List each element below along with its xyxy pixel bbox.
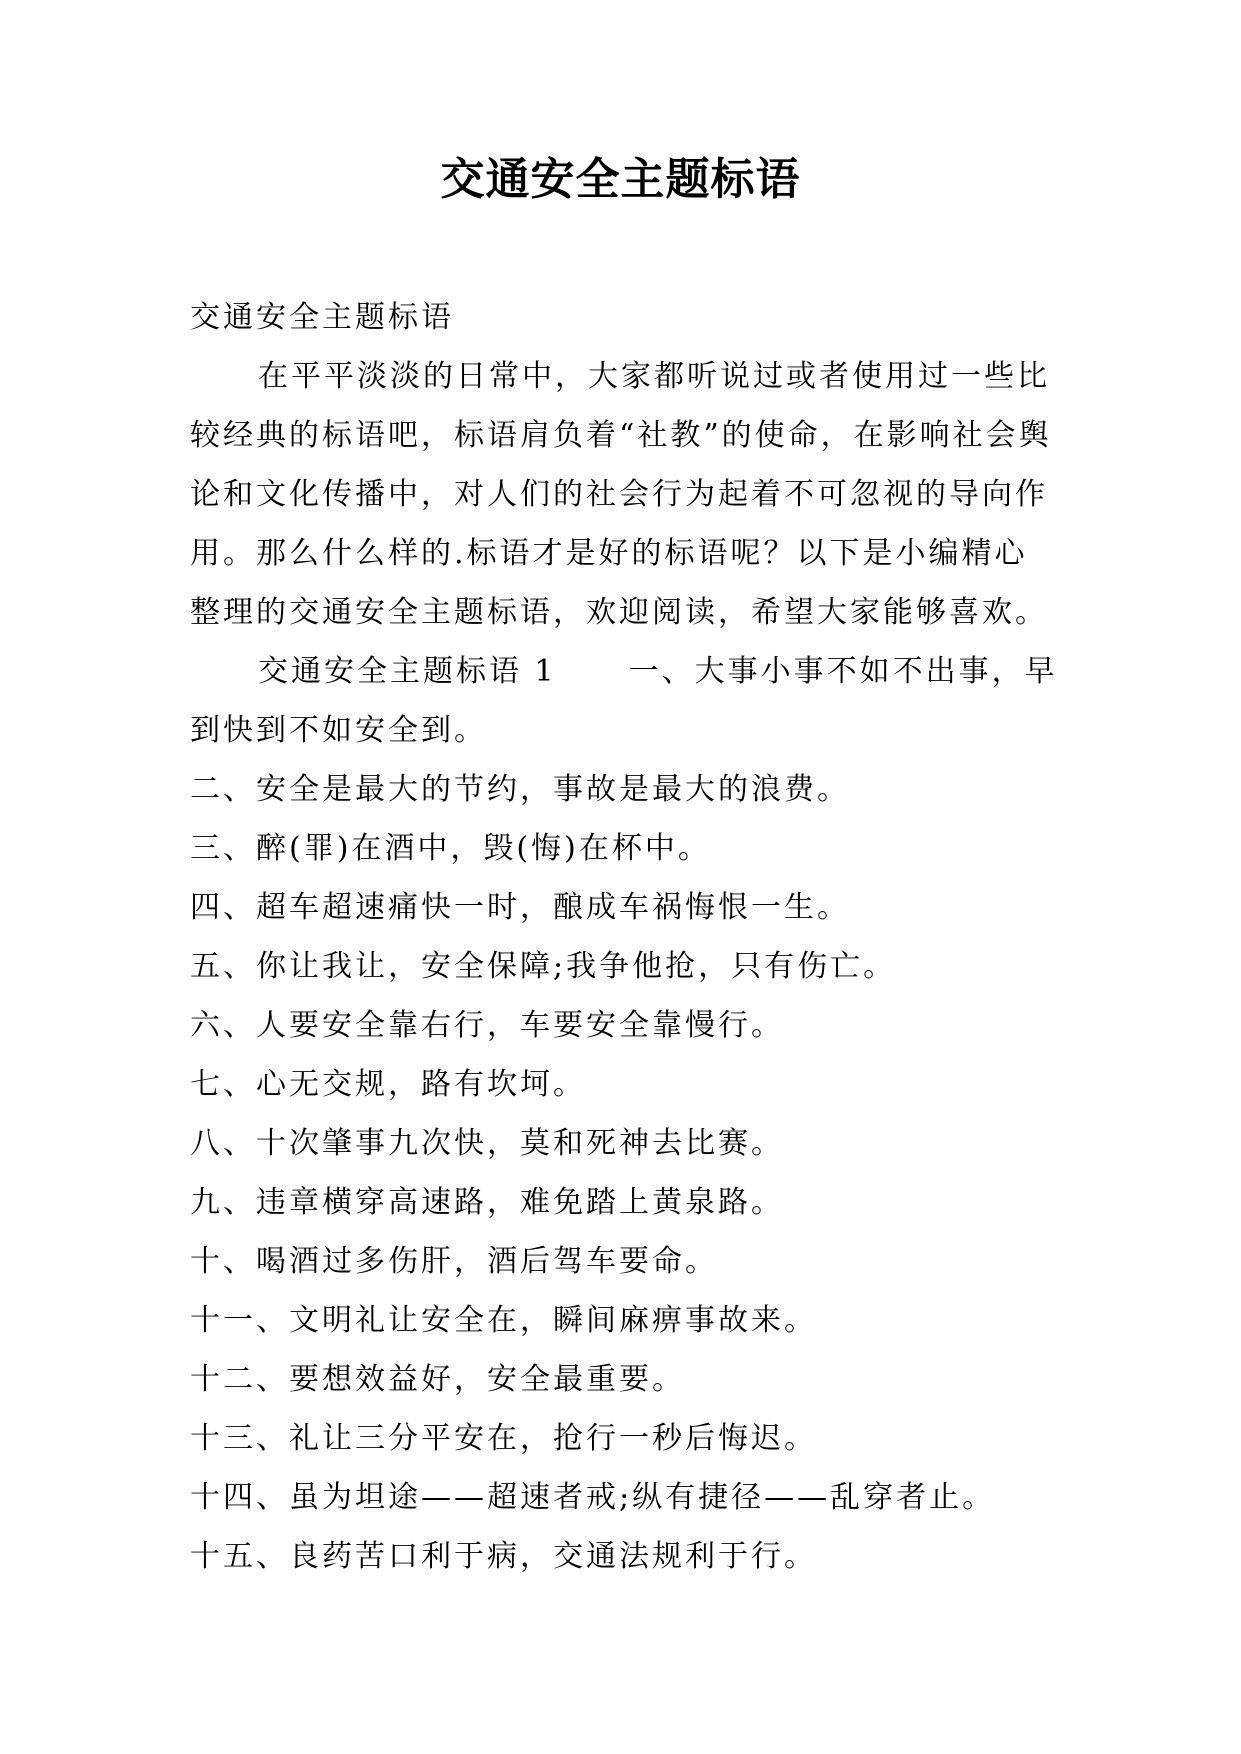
slogan-item-2: 二、安全是最大的节约，事故是最大的浪费。	[190, 772, 850, 807]
slogan-item-5: 五、你让我让，安全保障;我争他抢，只有伤亡。	[190, 949, 897, 984]
slogan-item-11: 十一、文明礼让安全在，瞬间麻痹事故来。	[190, 1303, 817, 1338]
slogan-item-6: 六、人要安全靠右行，车要安全靠慢行。	[190, 1008, 784, 1043]
slogan-item-13: 十三、礼让三分平安在，抢行一秒后悔迟。	[190, 1421, 817, 1456]
document-body	[190, 288, 1060, 1586]
slogan-item-9: 九、违章横穿高速路，难免踏上黄泉路。	[190, 1185, 784, 1220]
document-subtitle: 交通安全主题标语	[190, 300, 454, 335]
slogan-item-4: 四、超车超速痛快一时，酿成车祸悔恨一生。	[190, 890, 850, 925]
intro-paragraph: 在平平淡淡的日常中，大家都听说过或者使用过一些比较经典的标语吧，标语肩负着“社教”的使命，在影响社会舆论和文化传播中，对人们的社会行为起着不可忽视的导向作用。那么什么样的.标语才是好的标语呢？以下是小编精心整理的交通安全主题标语，欢迎阅读，希望大家能够喜欢。	[190, 359, 1052, 630]
slogan-item-7: 七、心无交规，路有坎坷。	[190, 1067, 586, 1102]
slogan-item-15: 十五、良药苦口利于病，交通法规利于行。	[190, 1539, 817, 1574]
slogan-item-14: 十四、虽为坦途——超速者戒;纵有捷径——乱穿者止。	[190, 1480, 996, 1515]
slogan-item-3: 三、醉(罪)在酒中，毁(悔)在杯中。	[190, 831, 711, 866]
section-paragraph	[190, 642, 1060, 760]
slogan-item-8: 八、十次肇事九次快，莫和死神去比赛。	[190, 1126, 784, 1161]
slogan-item-12: 十二、要想效益好，安全最重要。	[190, 1362, 685, 1397]
section-heading: 交通安全主题标语 1	[258, 654, 557, 689]
slogan-item-10: 十、喝酒过多伤肝，酒后驾车要命。	[190, 1244, 718, 1279]
slogan-item-1: 一、大事小事不如不出事，早到快到不如安全到。	[190, 654, 1058, 748]
document-title: 交通安全主题标语	[440, 154, 801, 205]
